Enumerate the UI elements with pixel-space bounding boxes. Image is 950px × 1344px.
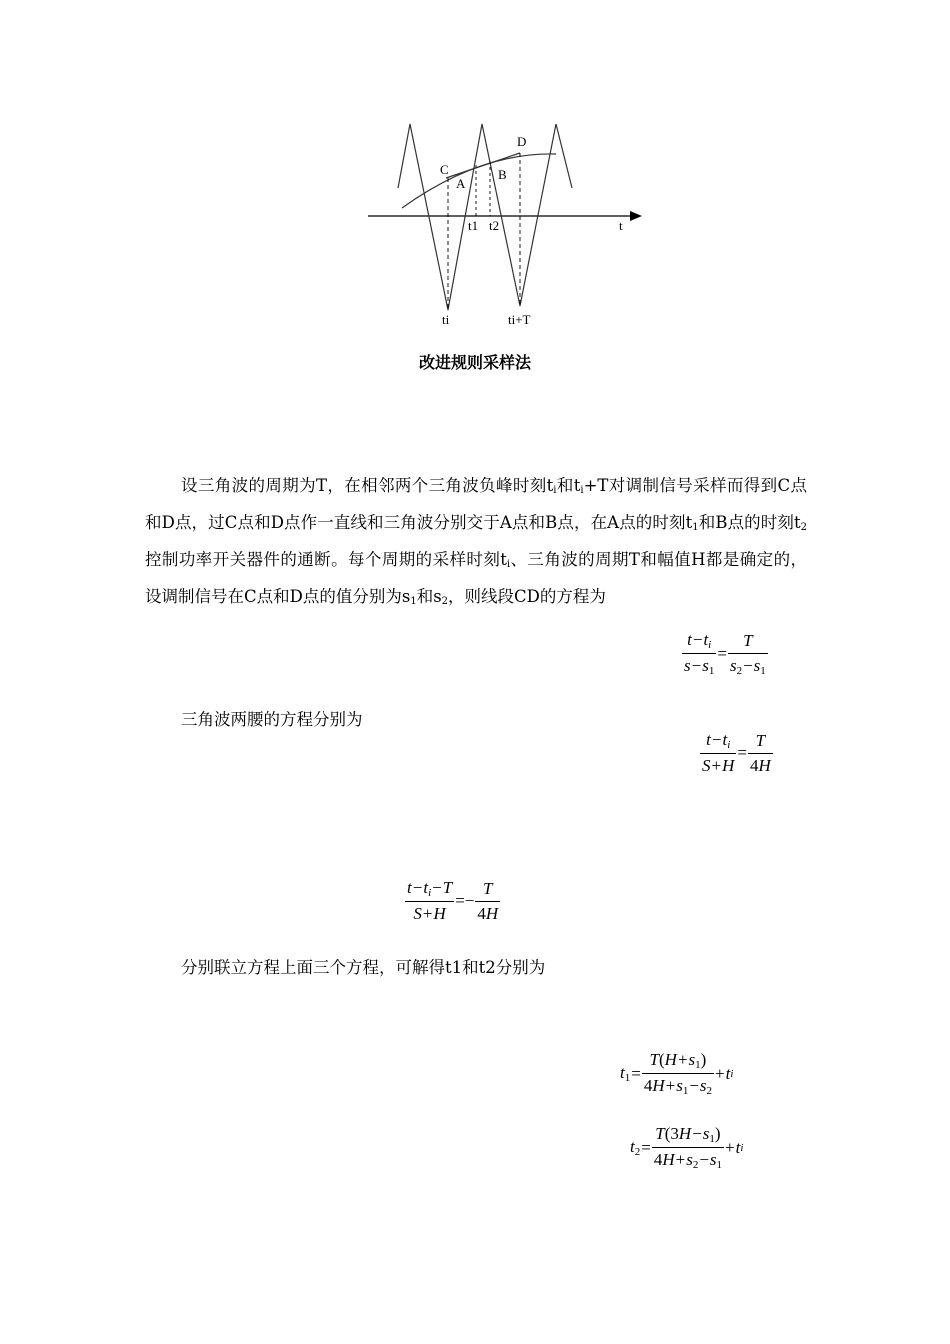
label-t1: t1	[468, 218, 479, 233]
p1-text: ，则线段CD的方程为	[448, 587, 606, 606]
p1-text: +T对调制信号采样而得到C点和D点，过C点和D点作一直线和三角波分别交于A点和B点，在A点的时刻t	[145, 476, 807, 532]
sub: 1	[410, 596, 417, 607]
p1-text: 设三角波的周期为T，在相邻两个三角波负峰时刻t	[181, 476, 554, 495]
axis-arrow-icon	[630, 211, 642, 221]
equation-wave-falling: $\frac{t-ti-T}{S+H}$ =− $\frac{T}{4H}$	[407, 878, 499, 923]
p1-text: 和t	[556, 476, 581, 495]
cd-line	[446, 153, 520, 178]
paragraph-3: 分别联立方程上面三个方程，可解得t1和t2分别为	[181, 958, 546, 977]
label-A: A	[456, 176, 466, 191]
label-ti: ti	[442, 312, 450, 327]
triangle-wave-figure	[360, 110, 660, 335]
label-B: B	[498, 167, 507, 182]
sub: i	[553, 485, 557, 496]
equation-wave-rising: $\frac{t-ti}{S+H}$ = $\frac{T}{4H}$	[702, 730, 771, 775]
sub: 2	[800, 522, 807, 533]
triangle-wave	[398, 124, 572, 310]
equation-t2: t2 = $\frac{T(3H-s1)}{4H+s2-s1}$ + t i	[630, 1124, 744, 1171]
sub: i	[506, 559, 511, 570]
sub: 2	[441, 596, 449, 607]
equation-t1: t1 = $\frac{T(H+s1)}{4H+s1-s2}$ + t i	[620, 1050, 734, 1097]
p1-text: 和B点的时刻t	[698, 513, 801, 532]
paragraph-2: 三角波两腰的方程分别为	[181, 710, 363, 729]
sub: 1	[692, 522, 699, 533]
p1-text: 、三角波的周期T和幅值H都是确定的，设调制信号在C点和D点的值分别为s	[145, 550, 807, 606]
label-D: D	[517, 134, 527, 149]
sampling-diagram	[360, 110, 660, 335]
label-t: t	[619, 218, 623, 233]
label-C: C	[440, 162, 449, 177]
p1-text: 控制功率开关器件的通断。每个周期的采样时刻t	[145, 550, 507, 569]
paragraph-1	[145, 470, 807, 618]
equation-cd-line: $\frac{t-ti}{s-s1}$ = $\frac{T}{s2-s1}$	[684, 630, 766, 677]
label-t2: t2	[489, 218, 500, 233]
figure-caption: 改进规则采样法	[418, 353, 531, 372]
sub: i	[580, 485, 584, 496]
label-tiT: ti+T	[508, 312, 531, 327]
p1-text: 和s	[416, 587, 442, 606]
